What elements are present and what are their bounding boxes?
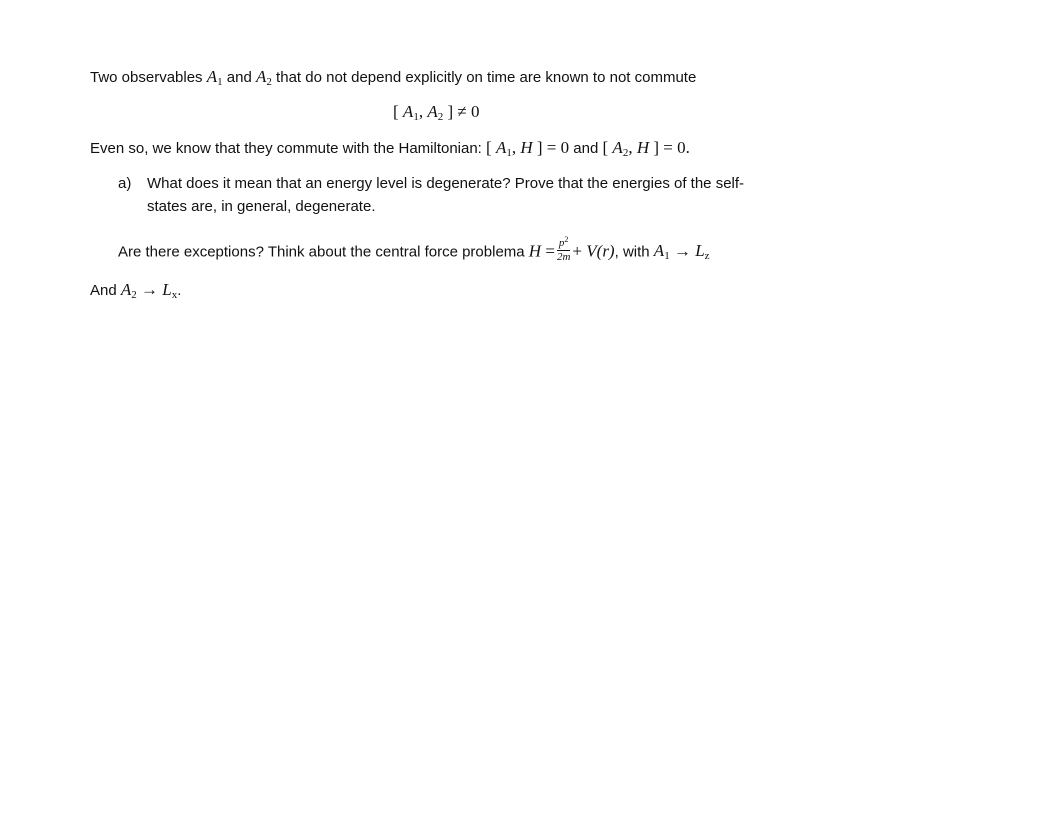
- item-a-line-1: What does it mean that an energy level is degenerate? Prove that the energies of the self-: [147, 175, 745, 192]
- intro-text-1: Two observables: [90, 69, 207, 86]
- symbol-a2: $A_2$: [256, 67, 272, 88]
- symbol-a1: $A_1$: [206, 67, 223, 88]
- final-line: And $A_2 \to L_x$.: [90, 280, 182, 301]
- item-a-marker: a): [118, 175, 132, 192]
- fraction-p2-over-2m: $\frac{p^2}{2m}$: [556, 235, 571, 263]
- exceptions-paragraph: Are there exceptions? Think about the central force problema H = $\frac{p^2}{2m}$ + V(r), with $A_1 \to L_z$: [118, 235, 710, 263]
- item-a-line-2: states are, in general, degenerate.: [147, 198, 376, 215]
- commutator-equation: [ $A_1$, $A_2$ ] ≠ 0: [393, 102, 480, 123]
- hamiltonian-commute-paragraph: Even so, we know that they commute with the Hamiltonian: [ $A_1$, H ] = 0 and [ $A_2$, H ] = 0.: [90, 138, 690, 159]
- intro-paragraph: [90, 68, 696, 87]
- intro-text-2: that do not depend explicitly on time are known to not commute: [271, 69, 697, 86]
- intro-and: and: [222, 69, 256, 86]
